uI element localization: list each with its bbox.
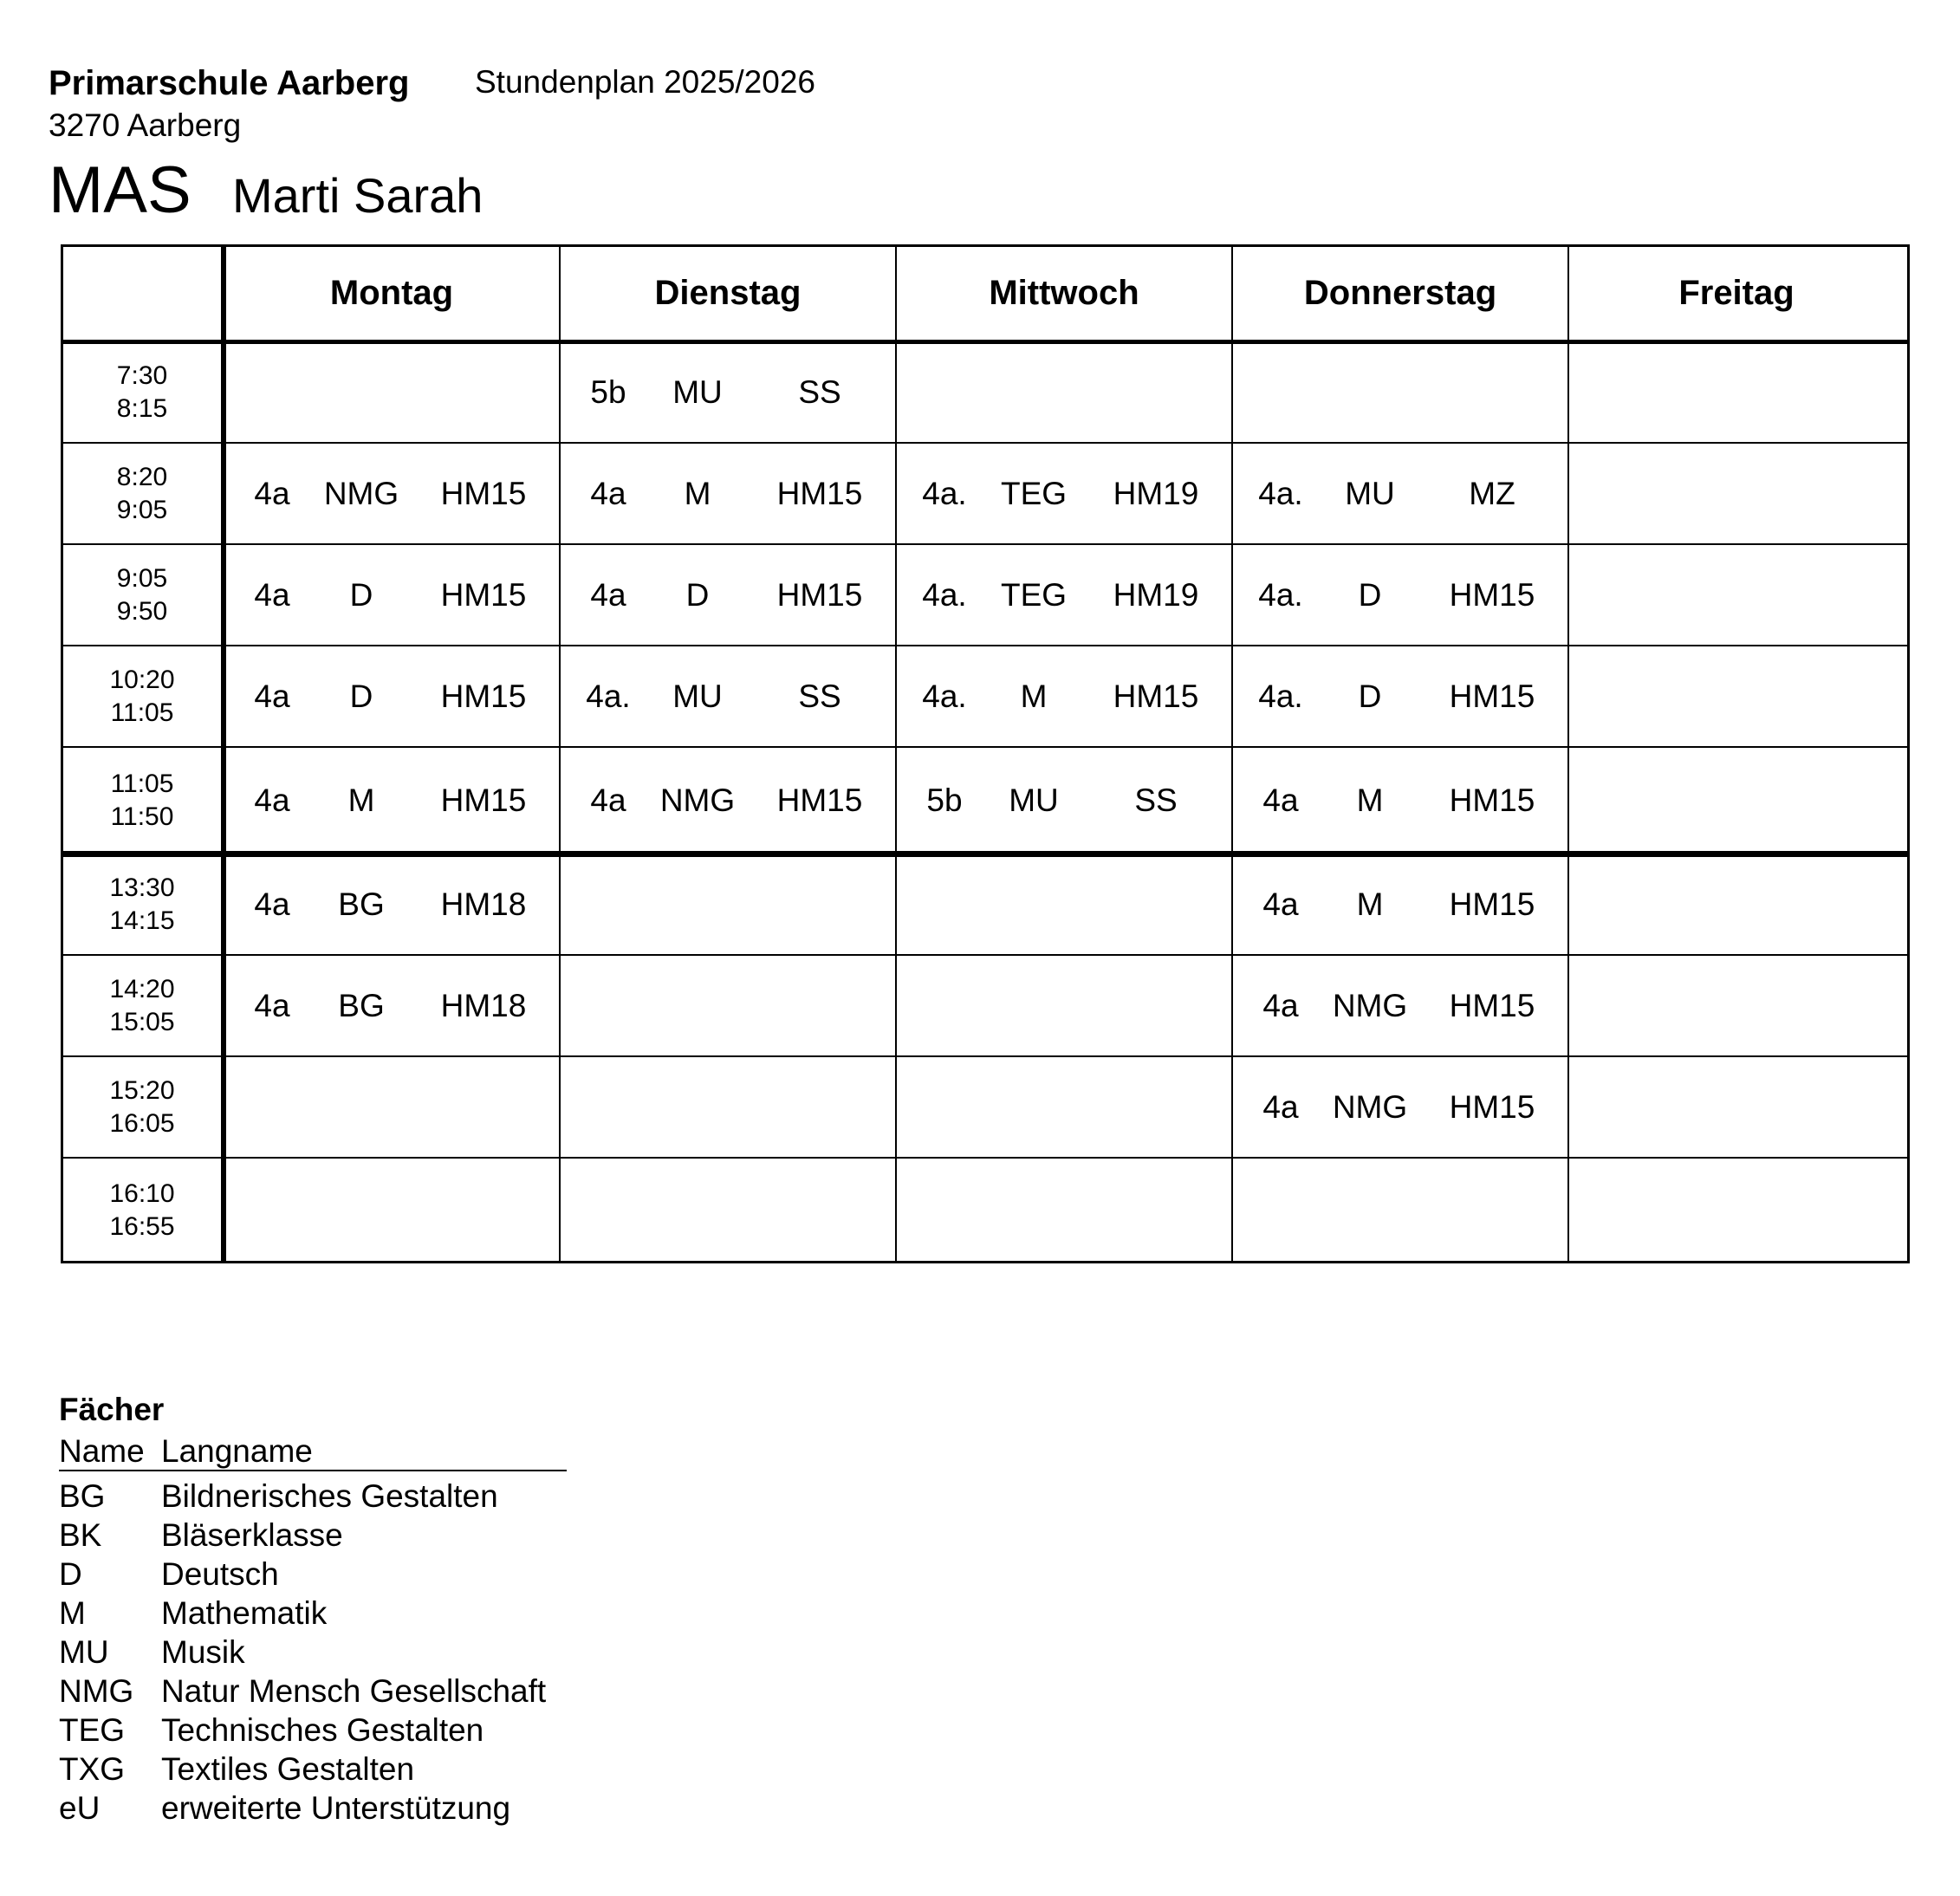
lesson-class: 4a [254,782,290,818]
period-time [61,646,224,747]
lesson-cell [1232,747,1568,854]
lesson-class: 4a. [922,678,967,714]
legend-longname: Deutsch [161,1556,279,1592]
lesson-room: HM15 [440,782,527,818]
lesson-class: 4a. [922,475,967,511]
legend-col-name: Name [59,1433,145,1469]
period-time [61,1158,224,1263]
lesson-subject: D [349,678,373,714]
period-start: 13:30 [109,873,175,902]
period-start: 15:20 [109,1075,175,1105]
lesson-subject: TEG [1000,475,1068,511]
lesson-class: 4a [1262,782,1299,818]
lesson-cell [560,443,896,544]
lesson-room: HM15 [440,678,527,714]
lesson-room: SS [798,678,841,714]
period-end: 8:15 [116,393,168,423]
lesson-subject: D [1358,576,1382,613]
lesson-cell [1232,1056,1568,1158]
timetable [61,244,1910,1263]
school-name: Primarschule Aarberg [49,64,410,102]
lesson-cell [224,646,560,747]
legend-longname: Mathematik [161,1595,328,1631]
legend-item [59,1634,665,1673]
period-end: 11:05 [110,698,174,727]
lesson-subject: NMG [323,475,399,511]
lesson-cell [896,443,1232,544]
school-address: 3270 Aarberg [49,107,242,143]
lesson-room: SS [798,373,841,410]
lesson-room: HM15 [1113,678,1199,714]
lesson-class: 4a [254,987,290,1023]
legend-longname: Natur Mensch Gesellschaft [161,1673,547,1709]
lesson-room: MZ [1469,475,1515,511]
lesson-class: 4a [1262,987,1299,1023]
lesson-subject: MU [1009,782,1059,818]
lesson-subject: D [1358,678,1382,714]
legend-item [59,1673,665,1712]
lesson-cell [896,747,1232,854]
lesson-cell [896,646,1232,747]
lesson-subject: M [347,782,375,818]
lesson-class: 4a [590,576,626,613]
period-start: 8:20 [116,462,168,491]
lesson-cell [560,544,896,646]
teacher-code: MAS [49,153,191,227]
period-end: 16:55 [109,1212,175,1241]
legend-item [59,1790,665,1829]
legend-code: TEG [59,1712,126,1748]
lesson-subject: MU [672,678,723,714]
period-end: 15:05 [109,1007,175,1036]
lesson-cell [1232,443,1568,544]
lesson-class: 4a. [1258,576,1303,613]
lesson-room: HM15 [1449,576,1535,613]
lesson-class: 4a [254,576,290,613]
period-end: 9:50 [116,596,168,626]
period-time [61,341,224,443]
period-time [61,443,224,544]
lesson-subject: D [349,576,373,613]
lesson-subject: MU [1345,475,1395,511]
legend-item [59,1595,665,1634]
lesson-cell [1232,955,1568,1056]
lesson-cell [1232,646,1568,747]
lesson-room: HM15 [776,782,863,818]
lesson-class: 4a [254,886,290,922]
day-header: Mittwoch [989,273,1139,312]
legend-code: eU [59,1790,101,1826]
lesson-room: SS [1134,782,1178,818]
lesson-room: HM19 [1113,576,1199,613]
lesson-subject: NMG [659,782,736,818]
lesson-room: HM15 [440,576,527,613]
legend-code: D [59,1556,82,1592]
lesson-cell [560,341,896,443]
period-end: 11:50 [110,802,174,831]
period-start: 9:05 [116,563,168,593]
lesson-class: 4a [1262,886,1299,922]
lesson-room: HM15 [1449,782,1535,818]
lesson-room: HM19 [1113,475,1199,511]
lesson-subject: NMG [1332,1088,1408,1125]
lesson-cell [224,443,560,544]
lesson-class: 4a [1262,1088,1299,1125]
legend-code: BK [59,1517,102,1553]
day-header: Freitag [1678,273,1795,312]
lesson-subject: D [685,576,710,613]
teacher-name: Marti Sarah [232,168,484,223]
lesson-cell [1232,544,1568,646]
legend-longname: Musik [161,1634,245,1670]
lesson-class: 5b [926,782,963,818]
legend-code: M [59,1595,86,1631]
lesson-class: 4a [590,475,626,511]
legend-item [59,1556,665,1595]
lesson-subject: M [1356,782,1384,818]
lesson-subject: M [684,475,711,511]
period-start: 14:20 [109,974,175,1003]
lesson-class: 4a. [1258,475,1303,511]
lesson-cell [560,747,896,854]
period-end: 9:05 [116,495,168,524]
lesson-class: 4a [590,782,626,818]
period-start: 7:30 [116,360,168,390]
legend-item [59,1478,665,1517]
lesson-cell [896,544,1232,646]
lesson-subject: BG [338,987,385,1023]
row-divider [61,1157,1910,1159]
lesson-subject: NMG [1332,987,1408,1023]
legend-code: TXG [59,1751,126,1787]
period-time [61,955,224,1056]
lesson-room: HM15 [1449,678,1535,714]
period-time [61,854,224,955]
lesson-subject: M [1020,678,1048,714]
legend-longname: erweiterte Unterstützung [161,1790,511,1826]
legend-code: NMG [59,1673,134,1709]
lesson-cell [224,955,560,1056]
lesson-subject: M [1356,886,1384,922]
day-header: Dienstag [654,273,802,312]
day-header: Montag [329,273,454,312]
legend-header [59,1433,567,1471]
row-divider [61,340,1910,344]
lesson-subject: MU [672,373,723,410]
lesson-class: 4a. [1258,678,1303,714]
legend-code: MU [59,1634,109,1670]
lesson-subject: BG [338,886,385,922]
lesson-room: HM15 [1449,987,1535,1023]
legend-longname: Bildnerisches Gestalten [161,1478,498,1514]
lesson-class: 4a [254,475,290,511]
plan-title: Stundenplan 2025/2026 [475,64,815,100]
legend-col-longname: Langname [161,1433,313,1469]
lesson-cell [224,854,560,955]
lesson-cell [1232,854,1568,955]
legend-item [59,1751,665,1790]
lesson-class: 4a. [586,678,631,714]
lesson-cell [224,544,560,646]
lesson-room: HM18 [440,886,527,922]
period-start: 11:05 [110,769,174,798]
lesson-room: HM15 [1449,886,1535,922]
period-end: 16:05 [109,1108,175,1138]
lesson-class: 5b [590,373,626,410]
legend-longname: Technisches Gestalten [161,1712,484,1748]
period-end: 14:15 [109,906,175,935]
lesson-room: HM15 [776,475,863,511]
lesson-subject: TEG [1000,576,1068,613]
lesson-class: 4a. [922,576,967,613]
period-time [61,747,224,854]
day-header: Donnerstag [1303,273,1497,312]
legend-title: Fächer [59,1392,165,1427]
lesson-room: HM15 [776,576,863,613]
lesson-class: 4a [254,678,290,714]
legend-longname: Bläserklasse [161,1517,343,1553]
lesson-room: HM15 [440,475,527,511]
period-start: 16:10 [109,1179,175,1208]
legend-item [59,1517,665,1556]
legend-item [59,1712,665,1751]
legend-code: BG [59,1478,106,1514]
legend-longname: Textiles Gestalten [161,1751,415,1787]
lesson-room: HM18 [440,987,527,1023]
lesson-room: HM15 [1449,1088,1535,1125]
period-time [61,1056,224,1158]
period-start: 10:20 [109,665,175,694]
lesson-cell [224,747,560,854]
period-time [61,544,224,646]
lesson-cell [560,646,896,747]
